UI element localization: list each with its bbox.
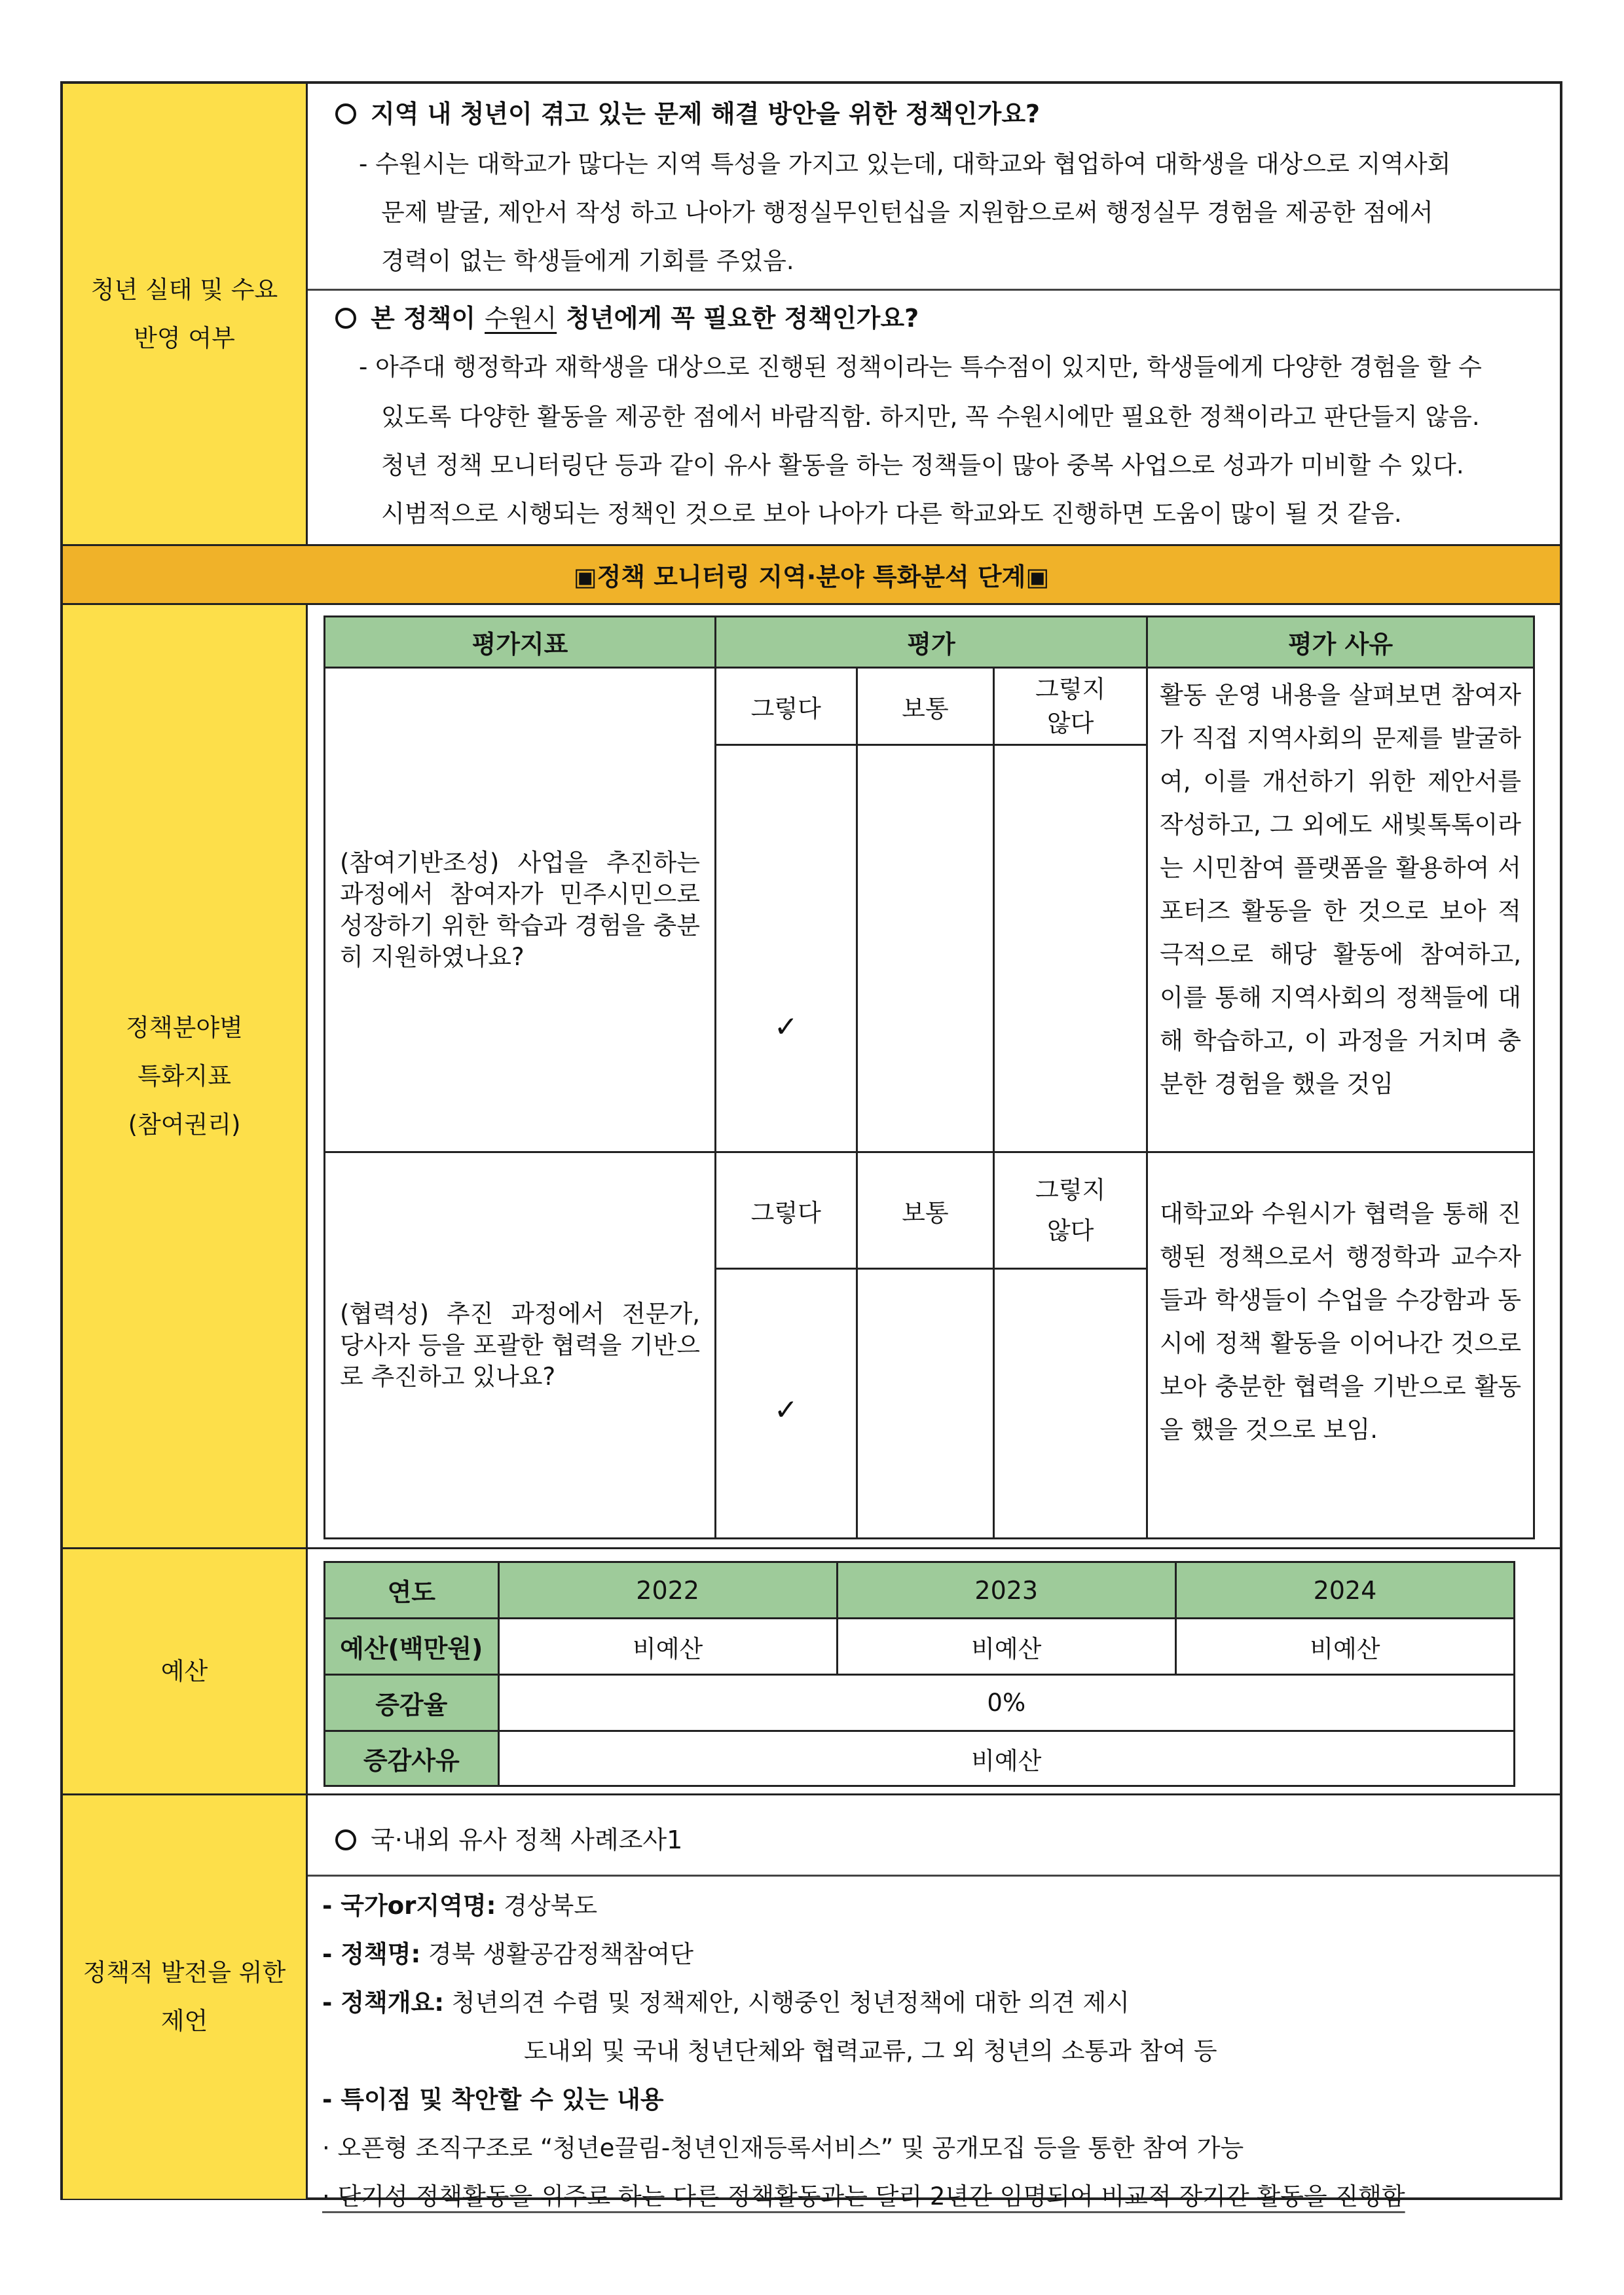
indicator-table <box>323 615 1535 1539</box>
option-normal: 보통 <box>857 668 994 745</box>
case-country <box>322 1882 597 1930</box>
document-frame <box>60 81 1562 2211</box>
row-content-youth-demand <box>308 84 1560 544</box>
row-label-policy-suggestion <box>63 1795 308 2199</box>
row-label-specialized-indicators <box>63 605 308 1547</box>
row-label-budget <box>63 1549 308 1793</box>
case-summary <box>322 1979 1130 2027</box>
label-line: 특화지표 <box>138 1061 231 1090</box>
indicator-question-1: (참여기반조성) 사업을 추진하는 과정에서 참여자가 민주시민으로 성장하기 위한 학습과 경험을 충분히 지원하였나요? <box>325 668 716 1152</box>
label-line: 정책적 발전을 위한 <box>83 1958 286 1987</box>
label-line: 예산 <box>160 1657 208 1685</box>
budget-header-2022: 2022 <box>498 1562 837 1619</box>
check-mark-icon: ✓ <box>715 745 857 1152</box>
row-label-youth-demand <box>63 84 308 544</box>
option-yes: 그렇다 <box>715 1152 857 1269</box>
question-2 <box>335 299 919 338</box>
budget-reason-value: 비예산 <box>498 1731 1514 1786</box>
option-yes: 그렇다 <box>715 668 857 745</box>
answer-1-line: 경력이 없는 학생들에게 기회를 주었음. <box>381 247 794 275</box>
budget-header-year: 연도 <box>325 1562 499 1619</box>
question-block-2 <box>308 291 1560 544</box>
question-1-text: 지역 내 청년이 겪고 있는 문제 해결 방안을 위한 정책인가요? <box>371 100 1041 128</box>
budget-label-reason: 증감사유 <box>325 1731 499 1786</box>
label-line: 정책분야별 <box>126 1013 243 1042</box>
answer-2-line: 시범적으로 시행되는 정책인 것으로 보아 나아가 다른 학교와도 진행하면 도움이 많이 될 것 같음. <box>381 500 1402 528</box>
empty-cell <box>994 1269 1147 1539</box>
indicator-question-2: (협력성) 추진 과정에서 전문가, 당사자 등을 포괄한 협력을 기반으로 추진하고 있나요? <box>325 1152 716 1539</box>
option-no <box>994 668 1147 745</box>
question-1 <box>335 94 1040 134</box>
circle-bullet-icon <box>335 308 356 329</box>
case-summary-label: - 정책개요: <box>322 1989 445 2017</box>
question-2-city: 수원시 <box>485 304 557 333</box>
budget-value-2023: 비예산 <box>837 1619 1175 1675</box>
label-line: (참여권리) <box>128 1110 241 1139</box>
answer-2-line: 청년 정책 모니터링단 등과 같이 유사 활동을 하는 정책들이 많아 중복 사업으로 성과가 미비할 수 있다. <box>381 451 1464 479</box>
empty-cell <box>994 745 1147 1152</box>
label-line: 반영 여부 <box>134 323 235 352</box>
case-heading <box>335 1820 682 1860</box>
case-notable-label: - 특이점 및 착안할 수 있는 내용 <box>322 2085 664 2114</box>
question-2-suffix: 청년에게 꼭 필요한 정책인가요? <box>566 304 919 333</box>
case-summary-value-2: 도내외 및 국내 청년단체와 협력교류, 그 외 청년의 소통과 참여 등 <box>524 2037 1217 2065</box>
row-budget <box>63 1549 1560 1795</box>
check-mark-icon: ✓ <box>715 1269 857 1539</box>
label-line: 청년 실태 및 수요 <box>90 275 278 304</box>
row-specialized-indicators <box>63 605 1560 1549</box>
row-content-policy-suggestion <box>308 1795 1560 2211</box>
case-heading-text: 국·내외 유사 정책 사례조사1 <box>371 1826 683 1854</box>
budget-table <box>323 1561 1515 1787</box>
case-notable-2: · 단기성 정책활동을 위주로 하는 다른 정책활동과는 달리 2년간 임명되어 비교적 장기간 활동을 진행함 <box>322 2182 1405 2211</box>
header-indicator: 평가지표 <box>325 617 716 668</box>
section-banner-text: ▣정책 모니터링 지역·분야 특화분석 단계▣ <box>573 562 1050 591</box>
empty-cell <box>857 745 994 1152</box>
section-banner <box>63 546 1560 605</box>
case-policy-name-label: - 정책명: <box>322 1940 421 1968</box>
row-policy-suggestion <box>63 1795 1560 2211</box>
option-no-text: 그렇지 않다 <box>1035 1175 1106 1245</box>
empty-cell <box>857 1269 994 1539</box>
case-country-label: - 국가or지역명: <box>322 1892 496 1920</box>
case-policy-name-value: 경북 생활공감정책참여단 <box>428 1940 693 1968</box>
circle-bullet-icon <box>335 1829 356 1850</box>
row-content-budget <box>308 1549 1560 1793</box>
budget-value-2024: 비예산 <box>1175 1619 1514 1675</box>
label-line: 제언 <box>160 2007 208 2035</box>
header-evaluation: 평가 <box>715 617 1147 668</box>
question-2-prefix: 본 정책이 <box>371 304 476 333</box>
row-youth-demand <box>63 84 1560 546</box>
case-notable-1: · 오픈형 조직구조로 “청년e끌림-청년인재등록서비스” 및 공개모집 등을 통한 참여 가능 <box>322 2134 1244 2162</box>
budget-header-2023: 2023 <box>837 1562 1175 1619</box>
indicator-reason-1: 활동 운영 내용을 살펴보면 참여자가 직접 지역사회의 문제를 발굴하여, 이를 개선하기 위한 제안서를 작성하고, 그 외에도 새빛톡톡이라는 시민참여 플랫폼을 활용하여 서포터즈 활동을 한 것으로 보아 적극적으로 해당 활동에 참여하고, 이를 통해 지역사회의 정책들에 대해 학습하고, 이 과정을 거치며 충분한 경험을 했을 것임 <box>1147 668 1534 1152</box>
indicator-reason-2: 대학교와 수원시가 협력을 통해 진행된 정책으로서 행정학과 교수자들과 학생들이 수업을 수강함과 동시에 정책 활동을 이어나간 것으로 보아 충분한 협력을 기반으로 활동을 했을 것으로 보임. <box>1147 1152 1534 1539</box>
circle-bullet-icon <box>335 103 356 124</box>
case-summary-value-1: 청년의견 수렴 및 정책제안, 시행중인 청년정책에 대한 의견 제시 <box>451 1989 1130 2017</box>
answer-1-line: 문제 발굴, 제안서 작성 하고 나아가 행정실무인턴십을 지원함으로써 행정실무 경험을 제공한 점에서 <box>381 198 1433 227</box>
budget-label-rate: 증감율 <box>325 1675 499 1731</box>
case-policy-name <box>322 1930 693 1979</box>
budget-value-2022: 비예산 <box>498 1619 837 1675</box>
answer-2-line: - 아주대 행정학과 재학생을 대상으로 진행된 정책이라는 특수점이 있지만, 학생들에게 다양한 경험을 할 수 <box>359 353 1482 381</box>
budget-rate-value: 0% <box>498 1675 1514 1731</box>
answer-2-line: 있도록 다양한 활동을 제공한 점에서 바람직함. 하지만, 꼭 수원시에만 필요한 정책이라고 판단들지 않음. <box>381 403 1480 431</box>
budget-header-2024: 2024 <box>1175 1562 1514 1619</box>
question-block-1 <box>308 84 1560 291</box>
case-heading-block <box>308 1795 1560 1877</box>
row-content-specialized-indicators <box>308 605 1560 1547</box>
budget-label-amount: 예산(백만원) <box>325 1619 499 1675</box>
option-no <box>994 1152 1147 1269</box>
case-country-value: 경상북도 <box>504 1892 598 1920</box>
header-reason: 평가 사유 <box>1147 617 1534 668</box>
option-normal: 보통 <box>857 1152 994 1269</box>
option-no-text: 그렇지 않다 <box>1035 674 1106 737</box>
answer-1-line: - 수원시는 대학교가 많다는 지역 특성을 가지고 있는데, 대학교와 협업하여 대학생을 대상으로 지역사회 <box>359 150 1451 178</box>
